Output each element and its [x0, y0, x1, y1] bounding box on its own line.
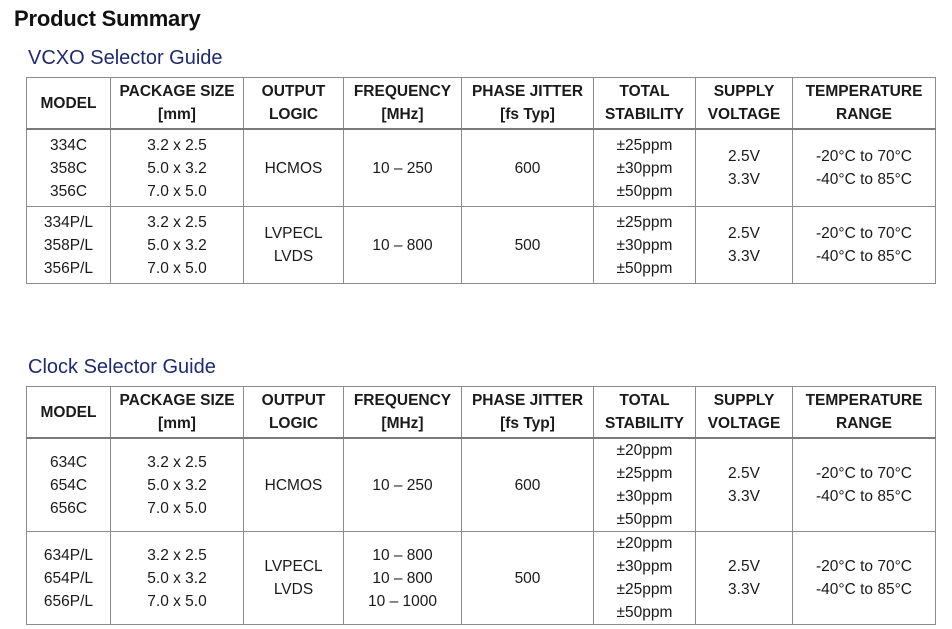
cell-frequency: 10 – 800 10 – 800 10 – 1000 [344, 532, 462, 625]
cell-output-logic: HCMOS [244, 129, 344, 207]
header-frequency: FREQUENCY [MHz] [344, 78, 462, 130]
cell-phase-jitter: 500 [462, 532, 594, 625]
header-total-stability: TOTAL STABILITY [594, 78, 696, 130]
header-supply-voltage: SUPPLY VOLTAGE [696, 78, 793, 130]
header-package-size: PACKAGE SIZE [mm] [111, 387, 244, 439]
table-row [27, 438, 936, 532]
header-model: MODEL [27, 387, 111, 439]
header-phase-jitter: PHASE JITTER [fs Typ] [462, 78, 594, 130]
cell-models: 334C 358C 356C [27, 129, 111, 207]
cell-total-stability: ±20ppm ±30ppm ±25ppm ±50ppm [594, 532, 696, 625]
cell-phase-jitter: 600 [462, 129, 594, 207]
page-title: Product Summary [14, 6, 201, 31]
cell-supply-voltage: 2.5V 3.3V [696, 438, 793, 532]
cell-total-stability: ±25ppm ±30ppm ±50ppm [594, 129, 696, 207]
header-frequency: FREQUENCY [MHz] [344, 387, 462, 439]
cell-output-logic: LVPECL LVDS [244, 532, 344, 625]
table-row [27, 532, 936, 625]
header-supply-voltage: SUPPLY VOLTAGE [696, 387, 793, 439]
cell-models: 634P/L 654P/L 656P/L [27, 532, 111, 625]
cell-phase-jitter: 600 [462, 438, 594, 532]
header-model: MODEL [27, 78, 111, 130]
table-header-row [27, 387, 936, 439]
cell-output-logic: HCMOS [244, 438, 344, 532]
header-output-logic: OUTPUT LOGIC [244, 387, 344, 439]
table-row [27, 207, 936, 284]
vcxo-section-title: VCXO Selector Guide [28, 47, 223, 69]
header-output-logic: OUTPUT LOGIC [244, 78, 344, 130]
cell-package-sizes: 3.2 x 2.5 5.0 x 3.2 7.0 x 5.0 [111, 207, 244, 284]
table-row [27, 129, 936, 207]
cell-temperature-range: -20°C to 70°C -40°C to 85°C [793, 129, 936, 207]
table-header-row [27, 78, 936, 130]
cell-phase-jitter: 500 [462, 207, 594, 284]
cell-frequency: 10 – 250 [344, 129, 462, 207]
cell-package-sizes: 3.2 x 2.5 5.0 x 3.2 7.0 x 5.0 [111, 532, 244, 625]
header-phase-jitter: PHASE JITTER [fs Typ] [462, 387, 594, 439]
header-temperature-range: TEMPERATURE RANGE [793, 387, 936, 439]
clock-selector-table [26, 386, 936, 625]
cell-total-stability: ±20ppm ±25ppm ±30ppm ±50ppm [594, 438, 696, 532]
cell-temperature-range: -20°C to 70°C -40°C to 85°C [793, 532, 936, 625]
cell-package-sizes: 3.2 x 2.5 5.0 x 3.2 7.0 x 5.0 [111, 129, 244, 207]
header-total-stability: TOTAL STABILITY [594, 387, 696, 439]
cell-supply-voltage: 2.5V 3.3V [696, 129, 793, 207]
cell-package-sizes: 3.2 x 2.5 5.0 x 3.2 7.0 x 5.0 [111, 438, 244, 532]
cell-frequency: 10 – 250 [344, 438, 462, 532]
cell-temperature-range: -20°C to 70°C -40°C to 85°C [793, 438, 936, 532]
cell-supply-voltage: 2.5V 3.3V [696, 532, 793, 625]
header-package-size: PACKAGE SIZE [mm] [111, 78, 244, 130]
cell-supply-voltage: 2.5V 3.3V [696, 207, 793, 284]
cell-output-logic: LVPECL LVDS [244, 207, 344, 284]
cell-frequency: 10 – 800 [344, 207, 462, 284]
cell-temperature-range: -20°C to 70°C -40°C to 85°C [793, 207, 936, 284]
clock-section-title: Clock Selector Guide [28, 356, 216, 378]
cell-models: 334P/L 358P/L 356P/L [27, 207, 111, 284]
cell-models: 634C 654C 656C [27, 438, 111, 532]
vcxo-selector-table [26, 77, 936, 284]
cell-total-stability: ±25ppm ±30ppm ±50ppm [594, 207, 696, 284]
header-temperature-range: TEMPERATURE RANGE [793, 78, 936, 130]
